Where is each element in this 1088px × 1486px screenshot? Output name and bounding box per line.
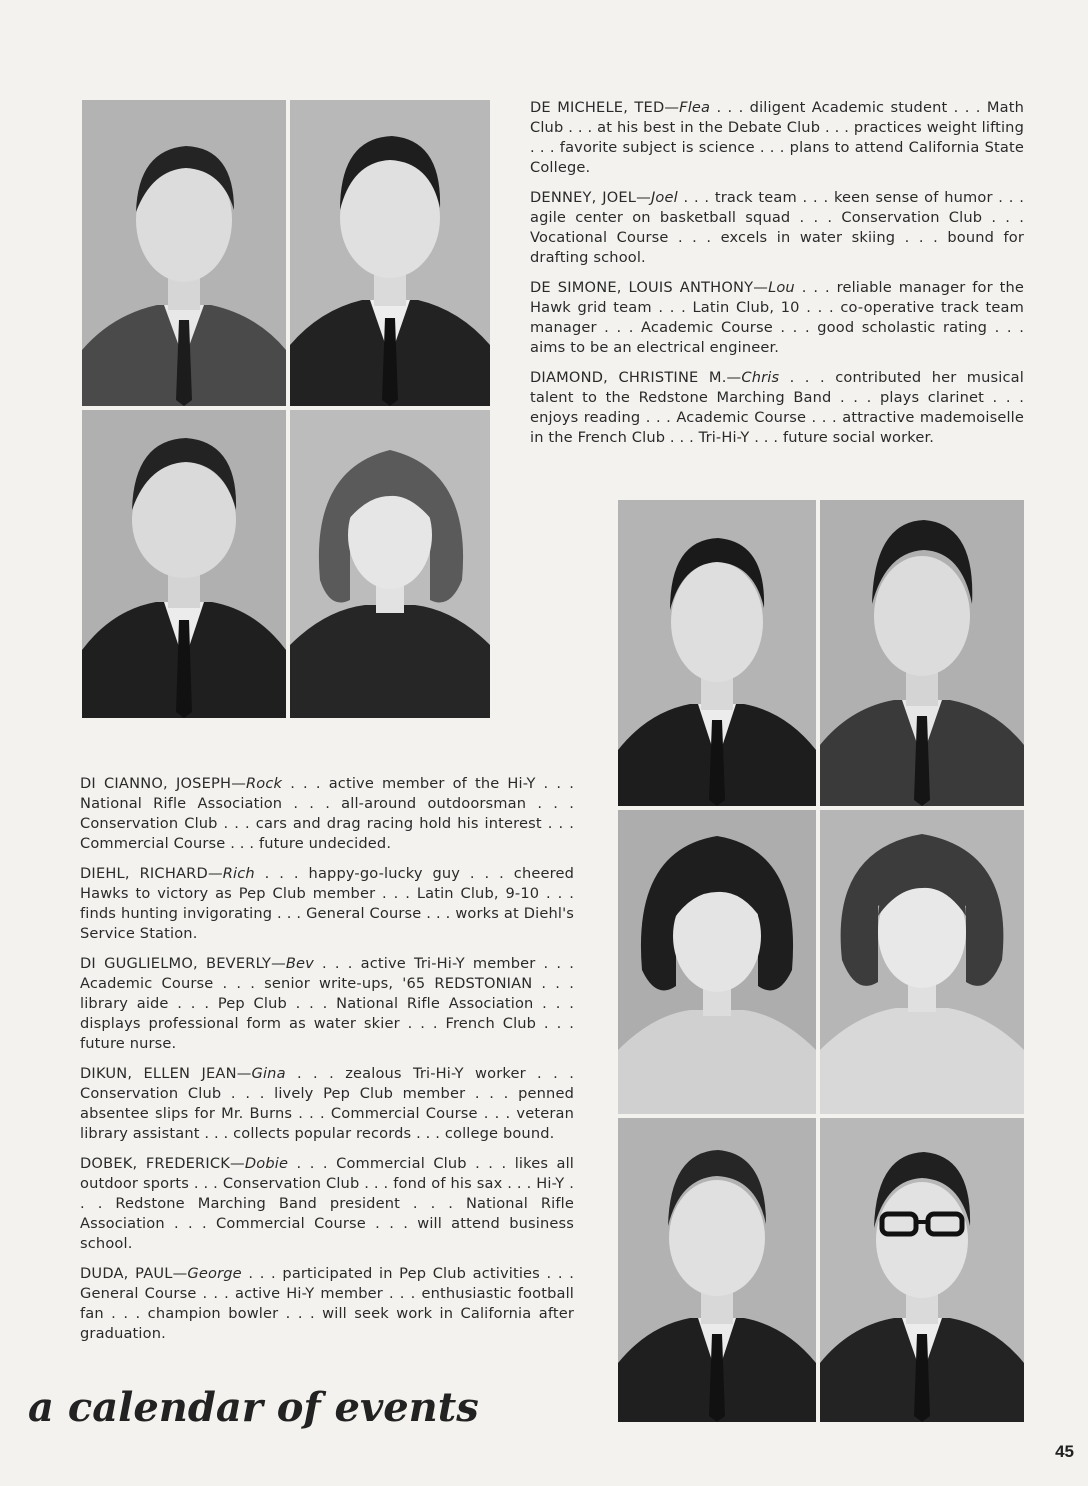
male-portrait-icon	[290, 100, 490, 406]
student-bio	[80, 1064, 574, 1144]
student-bio	[80, 1154, 574, 1254]
student-nickname: Rich	[222, 865, 255, 882]
student-nickname: Flea	[679, 99, 711, 116]
student-description: . . . diligent Academic student . . . Math Club . . . at his best in the Debate Club . . . practices weight lifting . . . favorite subject is science . . . plans to attend California State College.	[530, 99, 1024, 176]
section-title: a calendar of events	[28, 1384, 479, 1431]
portrait-photo	[82, 100, 286, 406]
page-number: 45	[1055, 1442, 1074, 1461]
portrait-photo	[82, 410, 286, 718]
student-nickname: Bev	[285, 955, 314, 972]
student-bio	[80, 954, 574, 1054]
student-nickname: Joel	[650, 189, 678, 206]
bio-column-bottom	[80, 774, 574, 1344]
student-bio	[530, 98, 1024, 178]
student-description: . . . participated in Pep Club activities . . . General Course . . . active Hi-Y member . . . enthusiastic football fan . . . champion bowler . . . will seek work in California after graduation.	[80, 1265, 575, 1342]
student-bio	[530, 368, 1024, 448]
student-name: DI CIANNO, JOSEPH—	[80, 775, 247, 792]
bio-column-top	[530, 98, 1024, 448]
student-bio	[530, 188, 1024, 268]
portrait-photo	[618, 500, 816, 806]
student-nickname: Lou	[768, 279, 795, 296]
male-portrait-icon	[618, 500, 816, 806]
portrait-photo	[290, 410, 490, 718]
female-portrait-icon	[290, 410, 490, 718]
student-description: . . . active member of the Hi-Y . . . National Rifle Association . . . all-around outdoorsman . . . Conservation Club . . . cars and drag racing hold his interest . . . Commercial Course . . . future undecided.	[80, 775, 575, 852]
student-nickname: Gina	[251, 1065, 286, 1082]
student-description: . . . Commercial Club . . . likes all outdoor sports . . . Conservation Club . . . fond of his sax . . . Hi-Y . . . Redstone Marching Band president . . . National Rifle Association . . . Commercial Course . . . will attend business school.	[80, 1155, 575, 1252]
student-name: DE SIMONE, LOUIS ANTHONY—	[530, 279, 769, 296]
student-bio	[80, 774, 574, 854]
student-description: . . . active Tri-Hi-Y member . . . Academic Course . . . senior write-ups, '65 REDSTONIAN . . . library aide . . . Pep Club . . . National Rifle Association . . . displays professional form as water skier . . . French Club . . . future nurse.	[80, 955, 574, 1052]
male-portrait-icon	[618, 1118, 816, 1422]
female-portrait-icon	[618, 810, 816, 1114]
student-nickname: Chris	[741, 369, 780, 386]
student-description: . . . zealous Tri-Hi-Y worker . . . Conservation Club . . . lively Pep Club member . . . penned absentee slips for Mr. Burns . . . Commercial Course . . . veteran library assistant . . . collects popular records . . . college bound.	[80, 1065, 574, 1142]
portrait-photo	[820, 500, 1024, 806]
student-nickname: George	[187, 1265, 242, 1282]
student-description: . . . contributed her musical talent to the Redstone Marching Band . . . plays clarinet . . . enjoys reading . . . Academic Course . . . attractive mademoiselle in the French Club . . . Tri-Hi-Y . . . future social worker.	[530, 369, 1024, 446]
student-bio	[530, 278, 1024, 358]
portrait-photo	[290, 100, 490, 406]
male-portrait-icon	[820, 1118, 1024, 1422]
male-portrait-icon	[82, 410, 286, 718]
student-description: . . . track team . . . keen sense of humor . . . agile center on basketball squad . . . Conservation Club . . . Vocational Course . . . excels in water skiing . . . bound for drafting school.	[530, 189, 1024, 266]
student-bio	[80, 864, 574, 944]
portrait-photo	[820, 810, 1024, 1114]
student-name: DE MICHELE, TED—	[530, 99, 680, 116]
male-portrait-icon	[820, 500, 1024, 806]
portrait-photo	[618, 1118, 816, 1422]
student-name: DIEHL, RICHARD—	[80, 865, 223, 882]
student-name: DOBEK, FREDERICK—	[80, 1155, 245, 1172]
student-nickname: Dobie	[244, 1155, 289, 1172]
student-bio	[80, 1264, 574, 1344]
male-portrait-icon	[82, 100, 286, 406]
student-name: DIAMOND, CHRISTINE M.—	[530, 369, 742, 386]
student-name: DIKUN, ELLEN JEAN—	[80, 1065, 252, 1082]
portrait-photo	[618, 810, 816, 1114]
student-name: DENNEY, JOEL—	[530, 189, 651, 206]
student-nickname: Rock	[246, 775, 283, 792]
female-portrait-icon	[820, 810, 1024, 1114]
student-name: DI GUGLIELMO, BEVERLY—	[80, 955, 286, 972]
student-description: . . . happy-go-lucky guy . . . cheered Hawks to victory as Pep Club member . . . Latin Club, 9-10 . . . finds hunting invigorating . . . General Course . . . works at Diehl's Service Station.	[80, 865, 574, 942]
student-description: . . . reliable manager for the Hawk grid team . . . Latin Club, 10 . . . co-operative track team manager . . . Academic Course . . . good scholastic rating . . . aims to be an electrical engineer.	[530, 279, 1024, 356]
portrait-photo	[820, 1118, 1024, 1422]
student-name: DUDA, PAUL—	[80, 1265, 188, 1282]
